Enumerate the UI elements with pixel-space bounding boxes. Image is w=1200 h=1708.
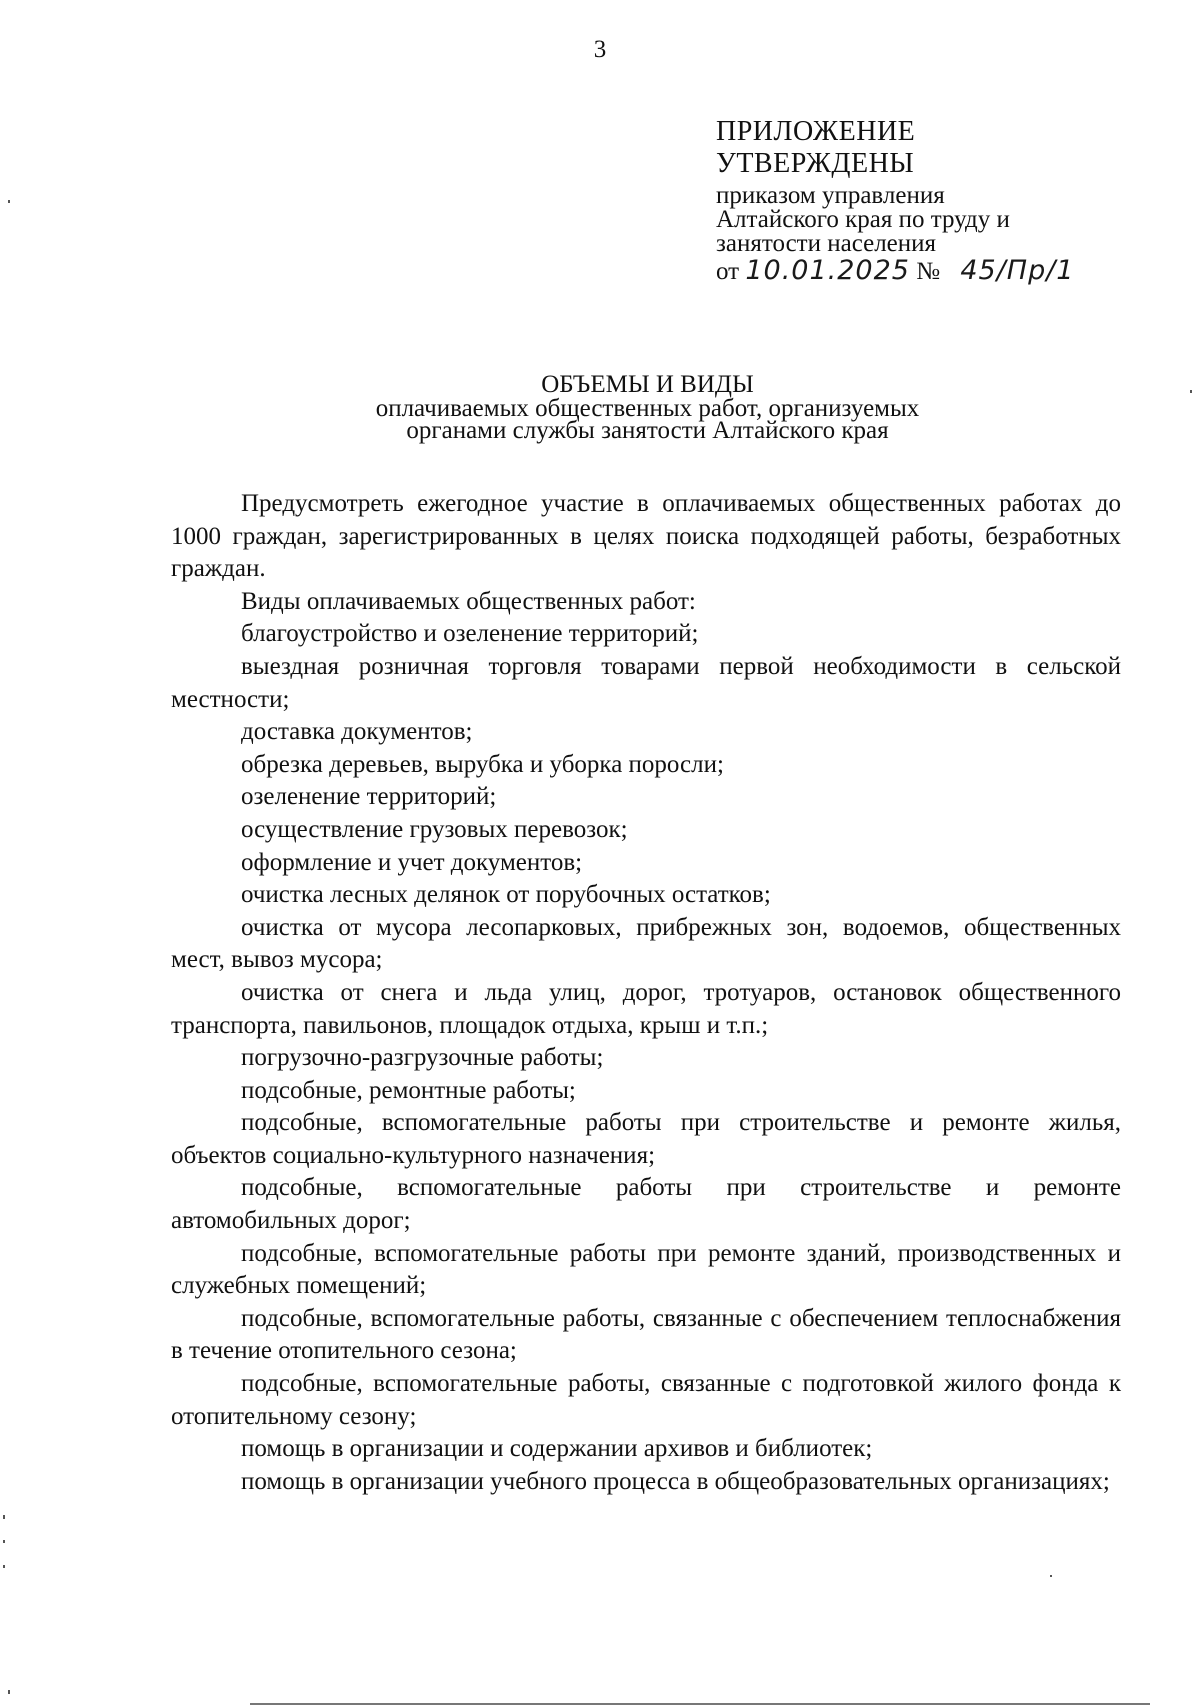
- scan-speck: [3, 1565, 5, 1568]
- list-item: подсобные, вспомогательные работы, связанные с подготовкой жилого фонда к отопительному сезону;: [171, 1370, 1121, 1430]
- list-item: подсобные, вспомогательные работы при строительстве и ремонте жилья, объектов социально-культурного назначения;: [171, 1109, 1121, 1169]
- approved-label: УТВЕРЖДЕНЫ: [716, 148, 915, 179]
- order-line-2: Алтайского края по труду и: [716, 206, 1010, 233]
- intro-paragraph: Предусмотреть ежегодное участие в оплачиваемых общественных работах до 1000 граждан, зарегистрированных в целях поиска подходящей работы, безработных граждан.: [171, 490, 1121, 583]
- scan-speck: [3, 1540, 5, 1543]
- list-item: подсобные, ремонтные работы;: [241, 1076, 576, 1104]
- list-item: обрезка деревьев, вырубка и уборка поросли;: [241, 750, 724, 778]
- approval-block: [716, 116, 1136, 287]
- order-line-1: приказом управления: [716, 182, 945, 209]
- order-date-number: [716, 256, 1136, 287]
- handwritten-date: 10.01.2025: [745, 255, 910, 286]
- list-item: очистка от мусора лесопарковых, прибрежных зон, водоемов, общественных мест, вывоз мусора;: [171, 913, 1121, 974]
- document-body: [171, 488, 1121, 1498]
- document-subtitle-1: оплачиваемых общественных работ, организуемых: [375, 395, 920, 422]
- date-prefix: от: [716, 258, 740, 285]
- appendix-label: ПРИЛОЖЕНИЕ: [716, 116, 916, 147]
- list-item: помощь в организации и содержании архивов и библиотек;: [241, 1435, 873, 1463]
- document-subtitle-2: органами службы занятости Алтайского края: [406, 417, 889, 444]
- scan-edge-line: [250, 1703, 1150, 1705]
- scan-speck: [1050, 1575, 1052, 1577]
- list-item: очистка от снега и льда улиц, дорог, тротуаров, остановок общественного транспорта, павильонов, площадок отдыха, крыш и т.п.;: [171, 978, 1121, 1039]
- list-item: благоустройство и озеленение территорий;: [241, 620, 699, 648]
- list-item: осуществление грузовых перевозок;: [241, 815, 628, 843]
- scan-speck: [3, 1515, 5, 1519]
- list-item: озеленение территорий;: [241, 783, 497, 811]
- list-item: подсобные, вспомогательные работы при строительстве и ремонте автомобильных дорог;: [171, 1174, 1121, 1235]
- list-heading: Виды оплачиваемых общественных работ:: [241, 587, 696, 615]
- number-sign: №: [916, 258, 941, 285]
- list-item: подсобные, вспомогательные работы, связанные с обеспечением теплоснабжения в течение отопительного сезона;: [171, 1304, 1121, 1365]
- list-item: погрузочно-разгрузочные работы;: [241, 1044, 604, 1072]
- list-item: выездная розничная торговля товарами первой необходимости в сельской местности;: [171, 652, 1121, 713]
- list-item: доставка документов;: [241, 718, 473, 746]
- order-line-3: занятости населения: [716, 230, 937, 257]
- scan-speck: [8, 200, 10, 203]
- scan-speck: [1190, 390, 1192, 393]
- document-title: ОБЪЕМЫ И ВИДЫ: [541, 371, 754, 398]
- handwritten-number: 45/Пр/1: [960, 255, 1075, 286]
- list-item: оформление и учет документов;: [241, 848, 583, 876]
- list-item: подсобные, вспомогательные работы при ремонте зданий, производственных и служебных помещений;: [171, 1239, 1121, 1300]
- page-number: 3: [593, 36, 607, 63]
- list-item: помощь в организации учебного процесса в общеобразовательных организациях;: [241, 1467, 1110, 1495]
- list-item: очистка лесных делянок от порубочных остатков;: [241, 881, 771, 909]
- document-title-block: [0, 372, 1200, 442]
- scan-speck: [8, 1690, 10, 1694]
